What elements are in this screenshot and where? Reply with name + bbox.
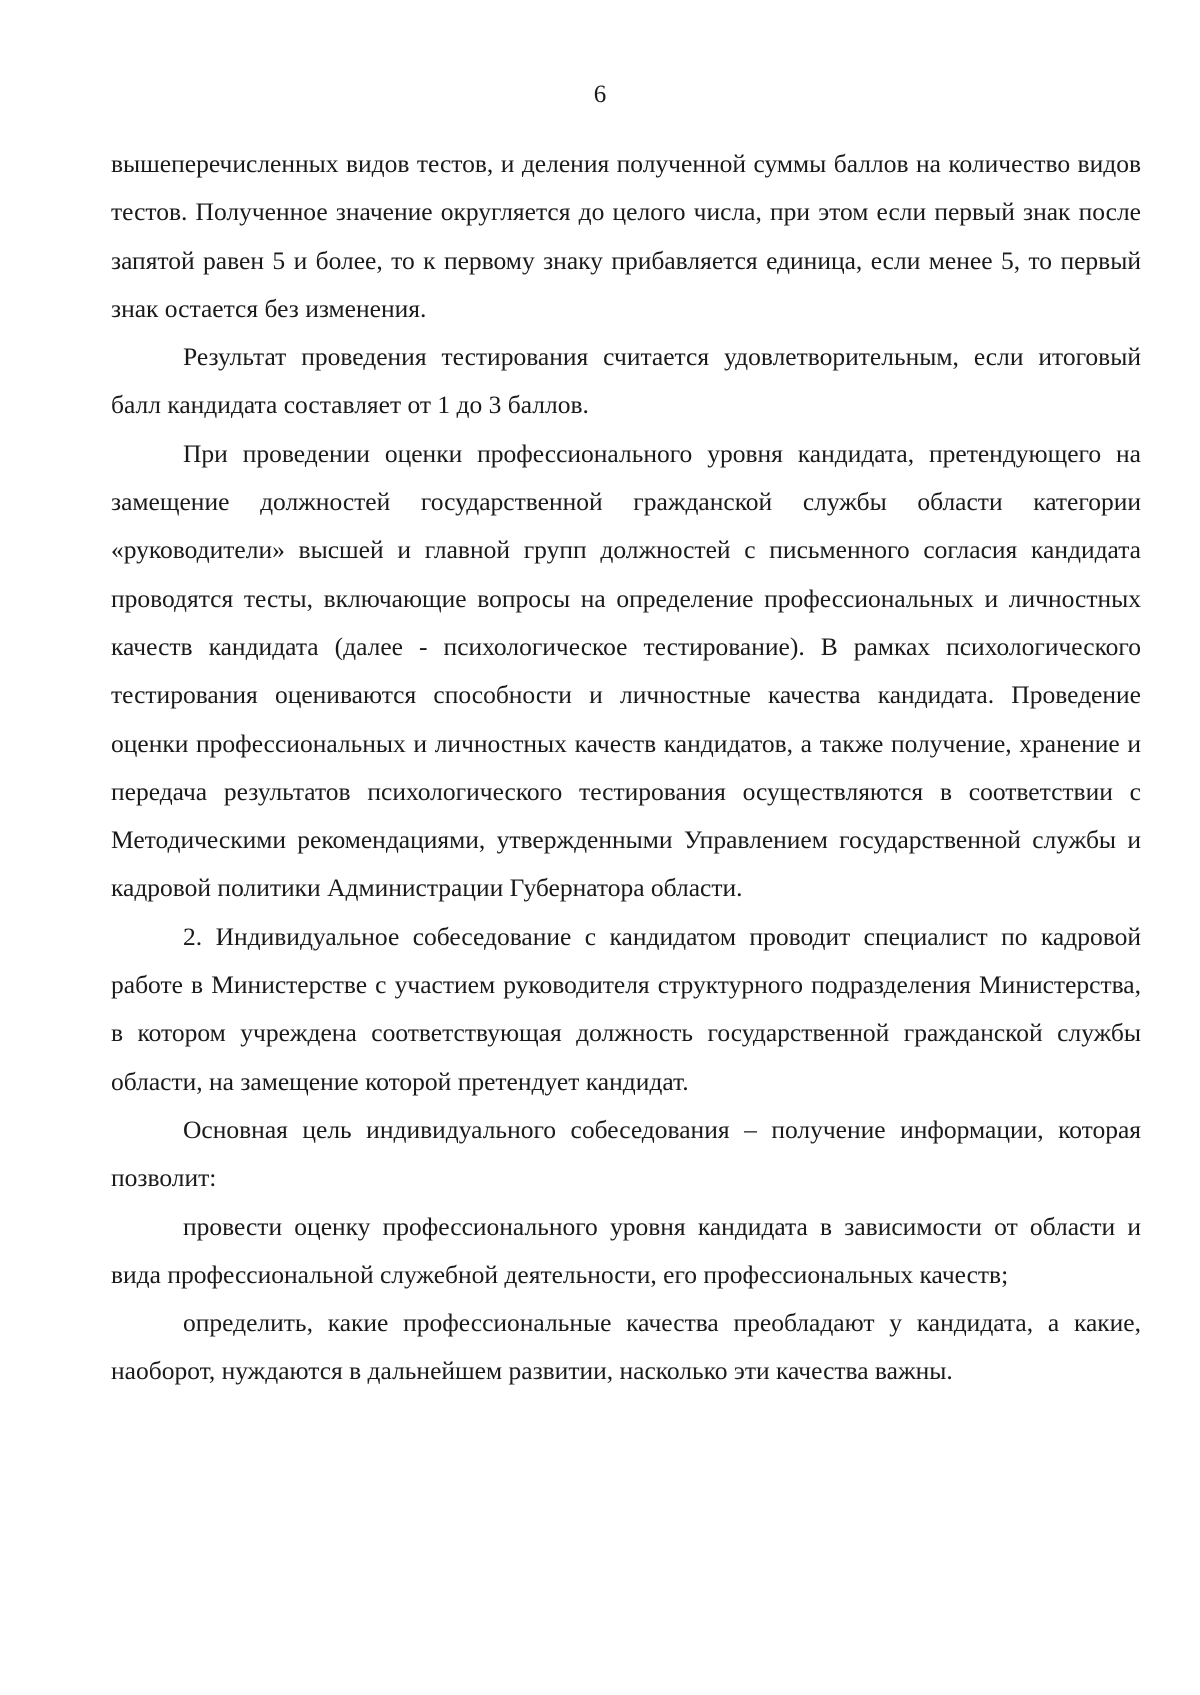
- page-number: 6: [593, 81, 607, 108]
- paragraph-test-result: Результат проведения тестирования считается удовлетворительным, если итоговый балл кандидата составляет от 1 до 3 баллов.: [111, 342, 1141, 420]
- paragraph-psychological-testing: При проведении оценки профессионального уровня кандидата, претендующего на замещение должностей государственной гражданской службы области категории «руководители» высшей и главной групп должностей с письменного согласия кандидата проводятся тесты, включающие вопросы на определение профессиональных и личностных качеств кандидата (далее - психологическое тестирование). В рамках психологического тестирования оцениваются способности и личностные качества кандидата. Проведение оценки профессиональных и личностных качеств кандидатов, а также получение, хранение и передача результатов психологического тестирования осуществляются в соответствии с Методическими рекомендациями, утвержденными Управлением государственной службы и кадровой политики Администрации Губернатора области.: [111, 438, 1141, 903]
- paragraph-tests-calculation: вышеперечисленных видов тестов, и деления полученной суммы баллов на количество видов тестов. Полученное значение округляется до целого числа, при этом если первый знак после запятой равен 5 и более, то к первому знаку прибавляется единица, если менее 5, то первый знак остается без изменения.: [111, 149, 1141, 323]
- paragraph-goal-item-assess: провести оценку профессионального уровня кандидата в зависимости от области и вида профессиональной служебной деятельности, его профессиональных качеств;: [111, 1211, 1141, 1289]
- paragraph-goal-item-determine: определить, какие профессиональные качества преобладают у кандидата, а какие, наоборот, нуждаются в дальнейшем развитии, насколько эти качества важны.: [111, 1308, 1141, 1386]
- paragraph-interview-goal: Основная цель индивидуального собеседования – получение информации, которая позволит:: [111, 1114, 1141, 1193]
- document-body: [111, 140, 1141, 1396]
- paragraph-individual-interview: 2. Индивидуальное собеседование с кандидатом проводит специалист по кадровой работе в Министерстве с участием руководителя структурного подразделения Министерства, в котором учреждена соответствующая должность государственной гражданской службы области, на замещение которой претендует кандидат.: [111, 921, 1141, 1096]
